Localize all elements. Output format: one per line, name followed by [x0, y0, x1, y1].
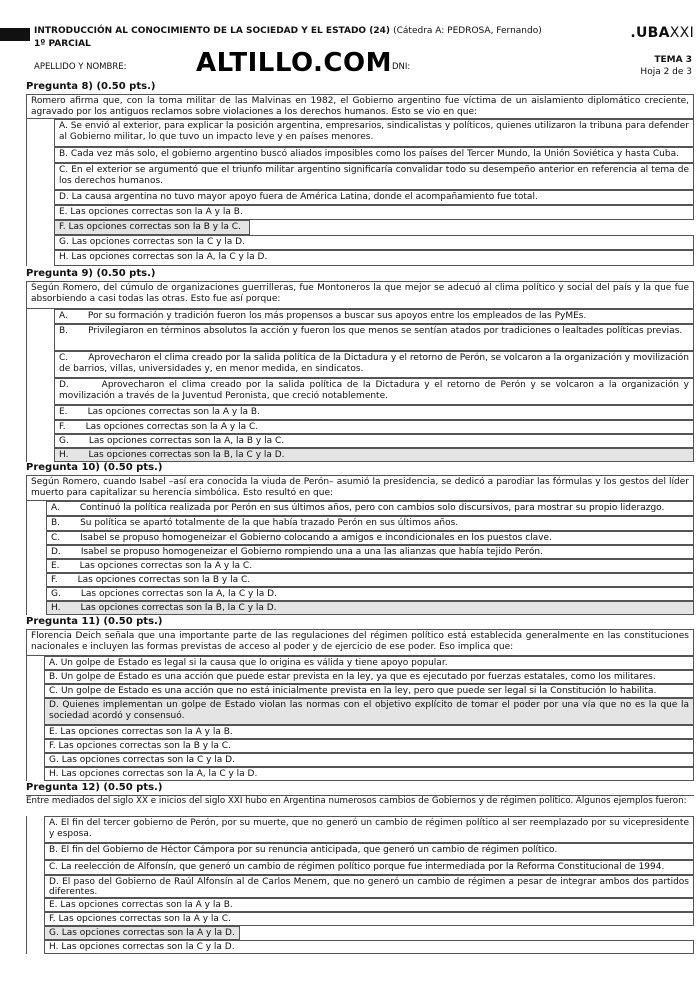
option-e[interactable]: E. Las opciones correctas son la A y la B.: [44, 725, 694, 739]
question-stem: Según Romero, del cúmulo de organizaciones guerrilleras, fue Montoneros la que mejor se adecuó al clima político y social del país y la que fue absorbiendo a casi todas las otras. Esto fue así porque:: [26, 281, 694, 309]
tema-label: TEMA 3: [654, 55, 692, 65]
option-a[interactable]: A. Continuó la política realizada por Perón en sus últimos años, pero con cambios solo discursivos, para mostrar su propio liderazgo.: [46, 501, 694, 516]
option-g[interactable]: G. Las opciones correctas son la C y la D.: [44, 753, 694, 767]
dni-field-label: DNI:: [392, 62, 411, 72]
question-title: Pregunta 11) (0.50 pts.): [26, 616, 163, 627]
option-f[interactable]: F. Las opciones correctas son la B y la C.: [54, 220, 250, 235]
option-g[interactable]: G. Las opciones correctas son la A, la C y la D.: [46, 587, 694, 601]
option-g[interactable]: G. Las opciones correctas son la A y la D.: [44, 926, 240, 940]
question-title: Pregunta 12) (0.50 pts.): [26, 782, 163, 793]
answer-gutter: [26, 816, 45, 954]
catedra-label: (Cátedra A: PEDROSA, Fernando): [393, 26, 542, 36]
question-title: Pregunta 9) (0.50 pts.): [26, 268, 156, 279]
option-e[interactable]: E. Las opciones correctas son la A y la B.: [54, 205, 694, 220]
option-d[interactable]: D. La causa argentina no tuvo mayor apoyo fuera de América Latina, donde el acompañamiento fue total.: [54, 190, 694, 205]
exam-label: 1º PARCIAL: [34, 39, 91, 49]
watermark: ALTILLO.COM: [196, 48, 392, 78]
option-a[interactable]: A. El fin del tercer gobierno de Perón, por su muerte, que no generó un cambio de régimen político al ser reemplazado por su vicepresidente y esposa.: [44, 816, 694, 843]
option-d[interactable]: D. El paso del Gobierno de Raúl Alfonsín al de Carlos Menem, que no generó un cambio de régimen a pesar de integrar ambos dos partidos diferentes.: [44, 875, 694, 898]
question-stem: Entre mediados del siglo XX e inicios del siglo XXI hubo en Argentina numerosos cambios de Gobiernos y de régimen político. Algunos ejemplos fueron:: [26, 795, 694, 816]
option-b[interactable]: B. Cada vez más solo, el gobierno argentino buscó aliados imposibles como los países del Tercer Mundo, la Unión Soviética y hasta Cuba.: [54, 147, 694, 163]
option-b[interactable]: B. Un golpe de Estado es una acción que puede estar prevista en la ley, ya que es ejecutado por fuerzas estatales, como los militares.: [44, 670, 694, 684]
option-b[interactable]: B. Su política se apartó totalmente de la que había trazado Perón en sus últimos años.: [46, 516, 694, 531]
option-d[interactable]: D. Isabel se propuso homogeneizar el Gobierno rompiendo una a una las alianzas que había tejido Perón.: [46, 545, 694, 559]
page-counter: Hoja 2 de 3: [640, 67, 692, 77]
option-f[interactable]: F. Las opciones correctas son la A y la C.: [54, 420, 694, 434]
option-g[interactable]: G. Las opciones correctas son la A, la B y la C.: [54, 434, 694, 448]
name-field-label: APELLIDO Y NOMBRE:: [34, 62, 127, 72]
option-g[interactable]: G. Las opciones correctas son la C y la D.: [54, 235, 694, 250]
question-stem: Romero afirma que, con la toma militar de las Malvinas en 1982, el Gobierno argentino fue víctima de un aislamiento diplomático creciente, agravado por los antiguos reclamos sobre violaciones a los derechos humanos. Esto se vio en que:: [26, 94, 694, 119]
question-stem: Florencia Deich señala que una importante parte de las regulaciones del régimen político está establecida generalmente en las constituciones nacionales e incluyen las formas previstas de acceso al poder y de ejercicio de ese poder. Eso implica que:: [26, 629, 694, 656]
option-e[interactable]: E. Las opciones correctas son la A y la B.: [54, 405, 694, 420]
question-title: Pregunta 10) (0.50 pts.): [26, 462, 163, 473]
question-stem: Según Romero, cuando Isabel –así era conocida la viuda de Perón– asumió la presidencia, se dedicó a parodiar las fórmulas y los gestos del líder muerto para capitalizar su herencia simbólica. Esto resultó en que:: [26, 475, 694, 501]
option-b[interactable]: B. Privilegiaron en términos absolutos la acción y fueron los que menos se sentían atados por tradiciones o lealtades políticas previas.: [54, 324, 694, 351]
option-d[interactable]: D. Aprovecharon el clima creado por la salida política de la Dictadura y el retorno de Perón y se volcaron a la organización y movilización a través de la Juventud Peronista, que creció notablemente.: [54, 378, 694, 405]
option-d[interactable]: D. Quienes implementan un golpe de Estado violan las normas con el objetivo explícito de tomar el poder por una vía que no es la que la sociedad acordó y consensuó.: [44, 698, 694, 725]
answer-gutter: [26, 501, 47, 615]
option-f[interactable]: F. Las opciones correctas son la B y la C.: [44, 739, 694, 753]
option-h[interactable]: H. Las opciones correctas son la B, la C y la D.: [46, 601, 694, 615]
option-a[interactable]: A. Se envió al exterior, para explicar la posición argentina, empresarios, sindicalistas y políticos, quienes utilizaron la tribuna para defender al Gobierno militar, lo que tuvo un impacto leve y en países menores.: [54, 119, 694, 147]
redaction-bar: [0, 28, 30, 41]
answer-gutter: [26, 656, 45, 781]
answer-gutter: [26, 119, 55, 266]
option-c[interactable]: C. Isabel se propuso homogeneizar el Gobierno colocando a amigos e incondicionales en los puestos clave.: [46, 531, 694, 545]
option-b[interactable]: B. El fin del Gobierno de Héctor Cámpora por su renuncia anticipada, que generó un cambio de régimen político.: [44, 843, 694, 860]
option-e[interactable]: E. Las opciones correctas son la A y la C.: [46, 559, 694, 573]
option-h[interactable]: H. Las opciones correctas son la C y la D.: [44, 940, 694, 954]
option-h[interactable]: H. Las opciones correctas son la A, la C y la D.: [44, 767, 694, 781]
option-e[interactable]: E. Las opciones correctas son la A y la B.: [44, 898, 694, 912]
option-c[interactable]: C. Un golpe de Estado es una acción que no está inicialmente prevista en la ley, pero que puede ser legal si la Constitución lo habilita.: [44, 684, 694, 698]
option-c[interactable]: C. En el exterior se argumentó que el triunfo militar argentino significaría convalidar todo su desempeño anterior en referencia al tema de los derechos humanos.: [54, 163, 694, 190]
option-c[interactable]: C. Aprovecharon el clima creado por la salida política de la Dictadura y el retorno de Perón, se volcaron a la organización y movilización de barrios, villas, universidades y, en menor medida, en sindicatos.: [54, 351, 694, 378]
option-a[interactable]: A. Por su formación y tradición fueron los más propensos a buscar sus apoyos entre los empleados de las PyMEs.: [54, 309, 694, 324]
option-f[interactable]: F. Las opciones correctas son la A y la C.: [44, 912, 694, 926]
answer-gutter: [26, 309, 55, 462]
course-title: INTRODUCCIÓN AL CONOCIMIENTO DE LA SOCIEDAD Y EL ESTADO (24) (Cátedra A: PEDROSA, Fernando): [34, 26, 542, 36]
option-f[interactable]: F. Las opciones correctas son la B y la C.: [46, 573, 694, 587]
option-c[interactable]: C. La reelección de Alfonsín, que generó un cambio de régimen político porque fue intermediada por la Reforma Constitucional de 1994.: [44, 860, 694, 875]
uba-logo: .UBAXXI: [630, 25, 694, 41]
option-h[interactable]: H. Las opciones correctas son la B, la C y la D.: [54, 448, 694, 462]
option-h[interactable]: H. Las opciones correctas son la A, la C y la D.: [54, 250, 694, 266]
option-a[interactable]: A. Un golpe de Estado es legal si la causa que lo origina es válida y tiene apoyo popular.: [44, 656, 694, 670]
question-title: Pregunta 8) (0.50 pts.): [26, 81, 156, 92]
